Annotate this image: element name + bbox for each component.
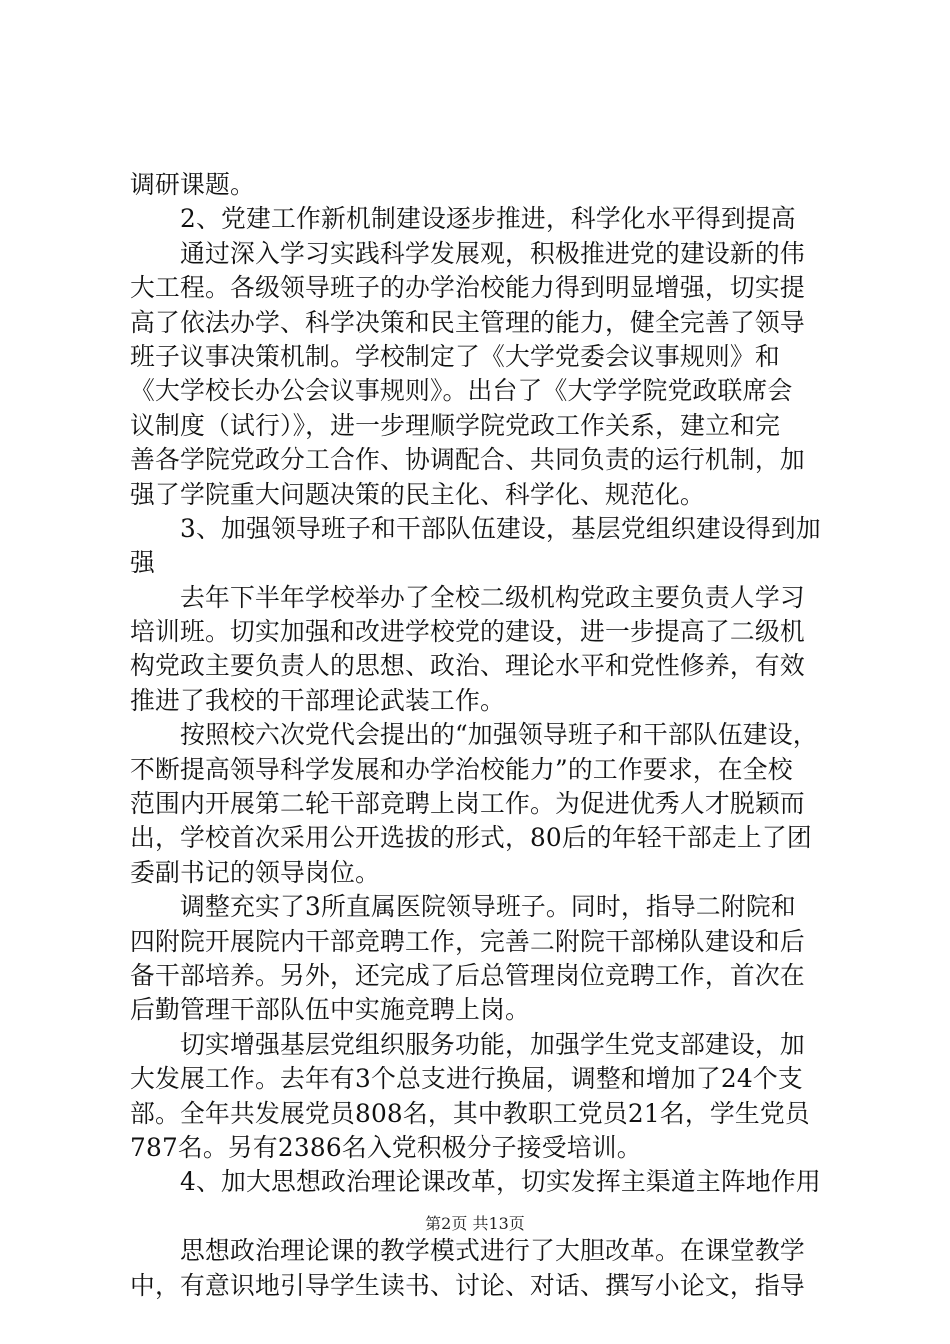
text-line: 备干部培养。另外，还完成了后总管理岗位竞聘工作，首次在 xyxy=(130,960,805,990)
text-line: 后勤管理干部队伍中实施竞聘上岗。 xyxy=(130,995,530,1025)
text-line: 大发展工作。去年有3个总支进行换届，调整和增加了24个支 xyxy=(130,1064,803,1094)
text-line: 不断提高领导科学发展和办学治校能力”的工作要求，在全校 xyxy=(130,754,793,784)
body-text xyxy=(130,168,835,1303)
text-line: 《大学校长办公会议事规则》。出台了《大学学院党政联席会 xyxy=(130,376,793,406)
text-line: 中，有意识地引导学生读书、讨论、对话、撰写小论文，指导 xyxy=(130,1270,805,1300)
text-line: 善各学院党政分工合作、协调配合、共同负责的运行机制，加 xyxy=(130,445,805,475)
text-line: 切实增强基层党组织服务功能，加强学生党支部建设，加 xyxy=(180,1029,805,1059)
page-footer: 第2页 共13页 xyxy=(425,1214,525,1233)
text-line: 议制度（试行）》，进一步理顺学院党政工作关系，建立和完 xyxy=(130,410,781,440)
text-line: 四附院开展院内干部竞聘工作，完善二附院干部梯队建设和后 xyxy=(130,926,805,956)
text-line: 调整充实了3所直属医院领导班子。同时，指导二附院和 xyxy=(180,892,796,922)
text-line: 3、加强领导班子和干部队伍建设，基层党组织建设得到加 xyxy=(180,513,821,543)
text-line: 去年下半年学校举办了全校二级机构党政主要负责人学习 xyxy=(180,582,805,612)
text-line: 按照校六次党代会提出的“加强领导班子和干部队伍建设， xyxy=(180,720,818,750)
text-line: 4、加大思想政治理论课改革，切实发挥主渠道主阵地作用 xyxy=(180,1167,821,1197)
text-line: 2、党建工作新机制建设逐步推进，科学化水平得到提高 xyxy=(180,204,796,234)
text-line: 部。全年共发展党员808名，其中教职工党员21名，学生党员 xyxy=(130,1098,810,1128)
text-line: 委副书记的领导岗位。 xyxy=(130,857,380,887)
text-line: 高了依法办学、科学决策和民主管理的能力，健全完善了领导 xyxy=(130,307,805,337)
text-line: 培训班。切实加强和改进学校党的建设，进一步提高了二级机 xyxy=(130,617,805,647)
text-line: 推进了我校的干部理论武装工作。 xyxy=(130,685,505,715)
text-line: 强了学院重大问题决策的民主化、科学化、规范化。 xyxy=(130,479,705,509)
text-line: 思想政治理论课的教学模式进行了大胆改革。在课堂教学 xyxy=(180,1236,805,1266)
text-line: 调研课题。 xyxy=(130,170,255,199)
text-line: 出，学校首次采用公开选拔的形式，80后的年轻干部走上了团 xyxy=(130,823,812,853)
text-line: 强 xyxy=(130,548,155,578)
text-line: 范围内开展第二轮干部竞聘上岗工作。为促进优秀人才脱颖而 xyxy=(130,789,805,819)
text-line: 班子议事决策机制。学校制定了《大学党委会议事规则》和 xyxy=(130,341,780,371)
text-line: 787名。另有2386名入党积极分子接受培训。 xyxy=(130,1132,642,1162)
text-line: 通过深入学习实践科学发展观，积极推进党的建设新的伟 xyxy=(180,238,805,268)
text-line: 构党政主要负责人的思想、政治、理论水平和党性修养，有效 xyxy=(130,651,805,681)
text-line: 大工程。各级领导班子的办学治校能力得到明显增强，切实提 xyxy=(130,273,805,303)
